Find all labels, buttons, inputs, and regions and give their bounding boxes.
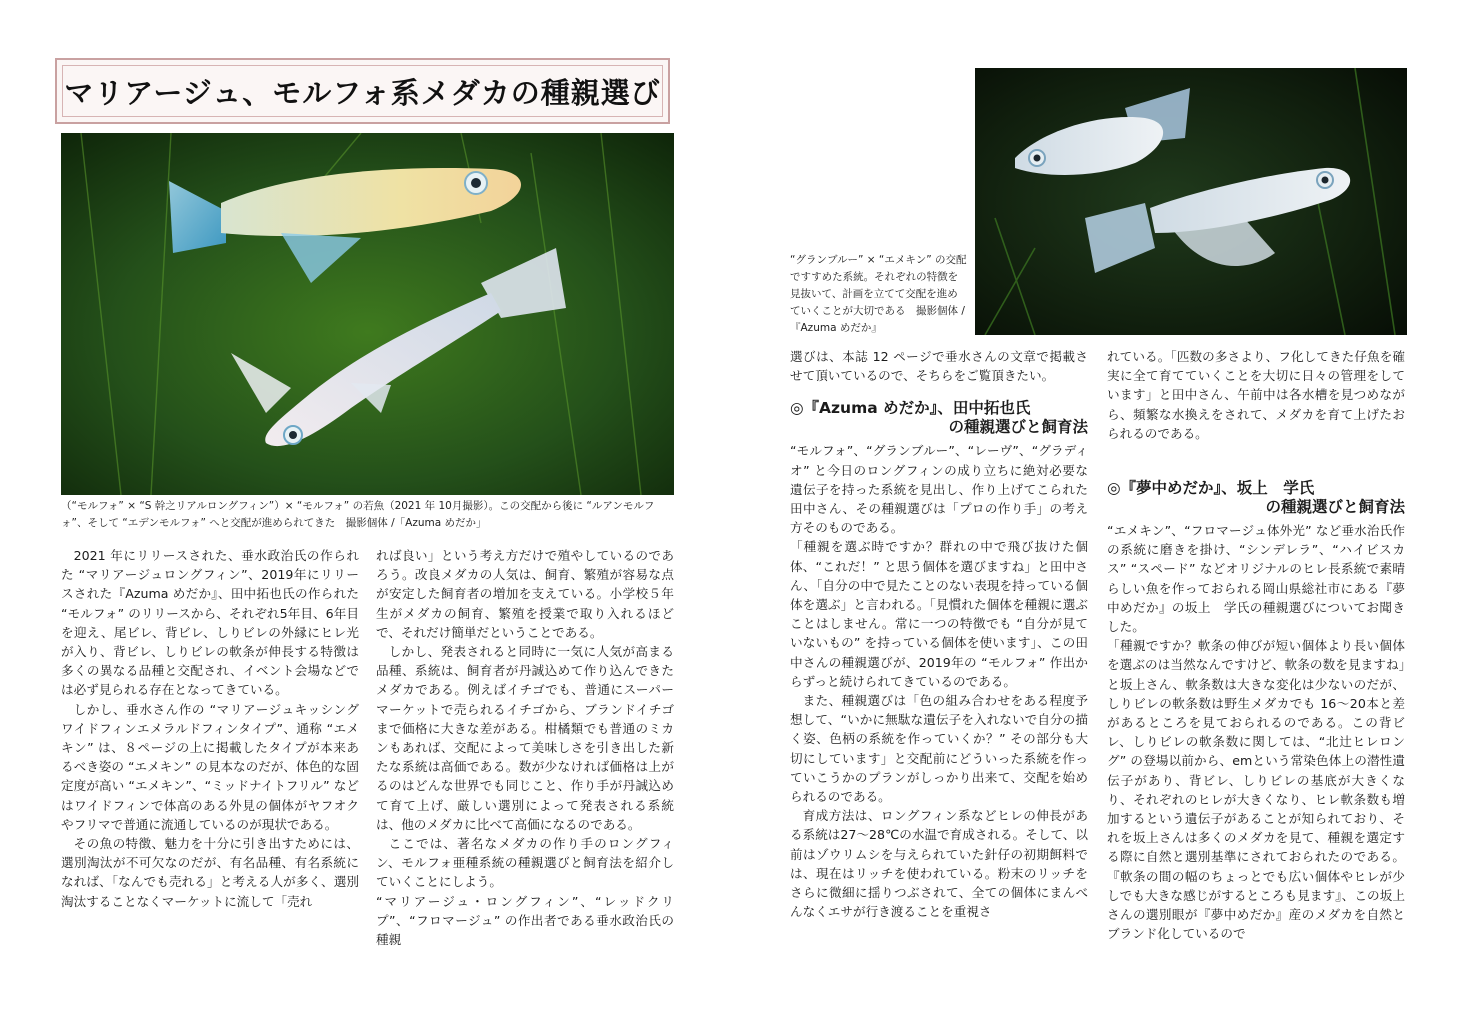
paragraph: 育成方法は、ロングフィン系などヒレの伸長がある系統は27～28℃の水温で育成される。そして、以前はゾウリムシを与えられていた針仔の初期餌料では、現在はリッチを使われている。粉末のリッチをさらに微細に揺りつぶされて、全ての個体にまんべんなくエサが行き渡ることを重視さ xyxy=(790,808,1088,920)
column-3 xyxy=(790,347,1088,1017)
photo-right xyxy=(975,68,1407,335)
photo-left xyxy=(61,133,674,495)
paragraph: しかし、発表されると同時に一気に人気が高まる品種、系統は、飼育者が丹誠込めて作り込んできたメダカである。例えばイチゴでも、普通にスーパーマーケットで売られるイチゴから、ブランドイチゴまで価格に大きな差がある。柑橘類でも普通のミカンもあれば、交配によって美味しさを引き出した新たな系統は高価である。数が少なければ価格は上がるのはどんな世界でも同じこと、作り手が丹誠込めて育て上げ、厳しい選別によって発表される系統は、他のメダカに比べて高価になるのである。 xyxy=(376,644,674,832)
medaka-pair-photo-right xyxy=(975,68,1407,335)
section-heading-line2: の種親選びと飼育法 xyxy=(1265,498,1405,517)
paragraph: “マリアージュ・ロングフィン”、“レッドクリプ”、“フロマージュ” の作出者である垂水政治氏の種親 xyxy=(376,893,674,948)
paragraph: 選びは、本誌 12 ページで垂水さんの文章で掲載させて頂いているので、そちらをご覧頂きたい。 xyxy=(790,349,1088,384)
paragraph: “モルフォ”、“グランブルー”、“レーヴ”、“グラディオ” と今日のロングフィンの成り立ちに絶対必要な遺伝子を持った系統を見出し、作り上げてこられた田中さん、その種親選びは「プロの作り手」の考え方そのものである。 xyxy=(790,443,1088,536)
paragraph: ここでは、著名なメダカの作り手のロングフィン、モルフォ亜種系統の種親選びと飼育法を紹介していくことにしよう。 xyxy=(376,836,674,890)
column-2 xyxy=(376,546,674,1016)
paragraph: れている。「匹数の多さより、フ化してきた仔魚を確実に全て育てていくことを大切に日々の管理をしています」と田中さん、午前中は各水槽を見つめながら、頻繁な水換えをされて、メダカを育て上げたおられるのである。 xyxy=(1107,349,1405,441)
title-inner-frame xyxy=(62,65,663,117)
section-heading-line2: の種親選びと飼育法 xyxy=(948,418,1088,437)
paragraph: しかし、垂水さん作の “マリアージュキッシングワイドフィンエメラルドフィンタイプ”、通称 “エメキン” は、８ページの上に掲載したタイプが本来あるべき姿の “エメキン” の見本なのだが、体色的な固定度が高い “エメキン”、“ミッドナイトフリル” などはワイドフィンで体高のある外見の個体がヤフオクやフリマで普通に流通しているのが現状である。 xyxy=(61,701,359,832)
section-heading-line1: ◎『Azuma めだか』、田中拓也氏 xyxy=(790,399,1031,418)
section-heading-line1: ◎『夢中めだか』、坂上 学氏 xyxy=(1107,479,1315,498)
paragraph: れば良い」という考え方だけで殖やしているのであろう。改良メダカの人気は、飼育、繁殖が容易な点が安定した飼育者の増加を支えている。小学校５年生がメダカの飼育、繁殖を授業で取り入れるほどで、それだけ簡単だということである。 xyxy=(376,548,674,640)
photo-right-caption: “グランブルー” × “エメキン” の交配ですすめた系統。それぞれの特徴を見抜いて、計画を立てて交配を進めていくことが大切である 撮影個体 /『Azuma めだか』 xyxy=(790,254,967,334)
photo-left-caption: （“モルフォ” × “S 幹之リアルロングフィン”）× “モルフォ” の若魚（2021 年 10月撮影）。この交配から後に “ルアンモルフォ”、そして “エデンモルフォ” へと交配が進められてきた 撮影個体 /「Azuma めだか」 xyxy=(61,500,655,529)
paragraph: また、種親選びは「色の組み合わせをある程度予想して、“いかに無駄な遺伝子を入れないで自分の描く姿、色柄の系統を作っていくか？” その部分も大切にしています」と交配前にどういった系統を作っていこうかのプランがしっかり出来て、交配を始められるのである。 xyxy=(790,693,1088,805)
page-title: マリアージュ、モルフォ系メダカの種親選び xyxy=(64,75,661,110)
paragraph: “エメキン”、“フロマージュ体外光” など垂水治氏作の系統に磨きを掛け、“シンデレラ”、“ハイビスカス” “スペード” などオリジナルのヒレ長系統で素晴らしい魚を作っておられる岡山県総社市にある『夢中めだか』の坂上 学氏の種親選びについてお聞きした。 xyxy=(1107,523,1405,635)
section-heading-muchu xyxy=(1107,479,1405,517)
title-frame xyxy=(55,58,670,124)
paragraph: 「種親ですか？軟条の伸びが短い個体より長い個体を選ぶのは当然なんですけど、軟条の数を見ますね」と坂上さん、軟条数は大きな変化は少ないのだが、しりビレの軟条数は野生メダカでも 16～20本と差があるところを見ておられるのである。この背ビレ、しりビレの軟条数に関しては、“北辻ヒレロング” の登場以前から、emという常染色体上の潜性遺伝子があり、背ビレ、しりビレの基底が大きくなり、それぞれのヒレが大きくなり、ヒレ軟条数も増加するという遺伝子があることが知られており、それを坂上さんは多くのメダカを見て、種親を選定する際に自然と選別基準にされておられたのである。『軟条の間の幅のちょっとでも広い個体やヒレが少しでも大きな感じがするところも見ます』、この坂上さんの選別眼が『夢中めだか』産のメダカを自然とブランド化しているので xyxy=(1107,638,1405,942)
paragraph: 「種親を選ぶ時ですか？群れの中で飛び抜けた個体、“これだ！” と思う個体を選びますね」と田中さん、「自分の中で見たことのない表現を持っている個体を選ぶ」と言われる。「見慣れた個体を種親に選ぶことはしません。常に一つの特徴でも “自分が見ていないもの” を持っている個体を使います」、この田中さんの種親選びが、2019年の “モルフォ” 作出からずっと続けられてきているのである。 xyxy=(790,539,1088,689)
column-4 xyxy=(1107,347,1405,1017)
section-heading-azuma xyxy=(790,399,1088,437)
paragraph: その魚の特徴、魅力を十分に引き出すためには、選別淘汰が不可欠なのだが、有名品種、有名系統になれば、「なんでも売れる」と考える人が多く、選別淘汰することなくマーケットに流して「売れ xyxy=(61,836,359,909)
paragraph: 2021 年にリリースされた、垂水政治氏の作られた “マリアージュロングフィン”、2019年にリリースされた『Azuma めだか』、田中拓也氏の作られた “モルフォ” のリリースから、それぞれ5年目、6年目を迎え、尾ビレ、背ビレ、しりビレの外縁にヒレ光が入り、背ビレ、しりビレの軟条が伸長する特徴は多くの異なる品種と交配され、イベント会場などでは必ず見られる存在となってきている。 xyxy=(61,548,359,698)
column-1 xyxy=(61,546,359,1016)
medaka-pair-photo xyxy=(61,133,674,495)
